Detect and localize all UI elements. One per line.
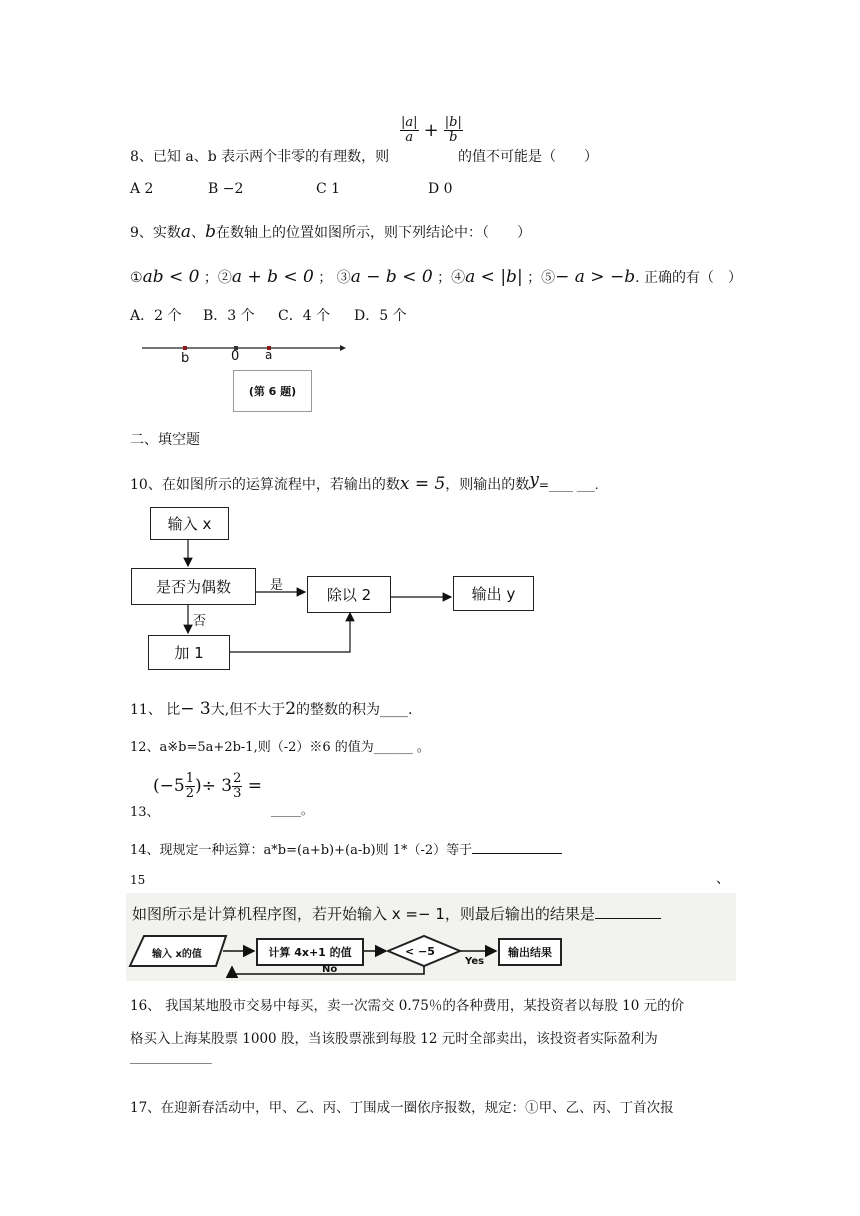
q16-line2: 格买入上海某股票 1000 股，当该股票涨到每股 12 元时全部卖出，该投资者实际盈利为 xyxy=(130,1031,658,1047)
fraction-abs-b-over-b: $\frac{|b|}{b}$ xyxy=(444,115,462,145)
q9-option-a: A．2 个 xyxy=(130,308,182,324)
q15-label: 15 xyxy=(130,873,146,887)
q14-answer-blank xyxy=(472,853,562,854)
flow-add-box: 加 1 xyxy=(148,635,230,670)
q15-panel-text: 如图所示是计算机程序图，若开始输入 x =− 1，则最后输出的结果是 xyxy=(132,903,661,924)
q13-label: 13、 xyxy=(130,805,160,820)
p-no-label: No xyxy=(322,964,338,975)
q17-line1: 17、在迎新春活动中，甲、乙、丙、丁围成一圈依序报数，规定：①甲、乙、丙、丁首次报 xyxy=(130,1100,674,1116)
flow-decision-box: 是否为偶数 xyxy=(131,568,256,605)
q16-answer-blank xyxy=(130,1063,212,1064)
q8-option-c: C 1 xyxy=(316,181,341,197)
p-cond-label: < −5 xyxy=(405,945,435,958)
axis-label-zero: 0 xyxy=(231,349,240,364)
q9-option-b: B．3 个 xyxy=(203,308,255,324)
flow-output-box: 输出 y xyxy=(453,576,534,611)
q8-option-b: B −2 xyxy=(208,181,244,197)
q9-conclusions: ①ab < 0 ；②a + b < 0 ； ③a − b < 0 ；④a < |b| ；⑤− a > −b. 正确的有（ ） xyxy=(130,267,742,287)
q15-mark: 、 xyxy=(716,871,730,887)
q8-stem: 8、已知 a、b 表示两个非零的有理数，则 xyxy=(130,149,390,165)
q15-answer-blank xyxy=(595,918,661,919)
plus-sign: + xyxy=(423,120,439,141)
section-heading: 二、填空题 xyxy=(130,432,200,448)
q9-option-d: D．5 个 xyxy=(354,308,407,324)
q16-line1: 16、 我国某地股市交易中每买，卖一次需交 0.75％的各种费用，某投资者以每股 10 元的价 xyxy=(130,998,685,1014)
fraction-abs-a-over-a: $\frac{|a|}{a}$ xyxy=(401,115,418,145)
p-output-box: 输出结果 xyxy=(498,938,562,966)
flow-yes-label: 是 xyxy=(270,578,284,593)
axis-label-b: b xyxy=(181,351,190,366)
figure-caption: (第 6 题) xyxy=(248,385,297,398)
flow-input-box: 输入 x xyxy=(150,507,229,540)
p-input-label: 输入 x的值 xyxy=(152,949,202,960)
q8-option-a: A 2 xyxy=(130,181,154,197)
q12-stem: 12、a※b=5a+2b-1,则（-2）※6 的值为______ 。 xyxy=(130,740,430,755)
flow-no-label: 否 xyxy=(193,614,207,629)
q13-answer-blank: _____。 xyxy=(271,803,314,817)
axis-label-a: a xyxy=(265,348,273,362)
flow-divide-box: 除以 2 xyxy=(307,576,391,613)
q13-expression: (−5 $\frac{1}{2}$ )÷ 3 $\frac{2}{3}$ = xyxy=(153,771,263,801)
q10-stem: 10、在如图所示的运算流程中，若输出的数x = 5，则输出的数y=____ ___. xyxy=(130,470,599,494)
q14-stem: 14、现规定一种运算：a*b=(a+b)+(a-b)则 1*（-2）等于 xyxy=(130,839,562,858)
q8-stem-suffix: 的值不可能是（ ） xyxy=(458,149,598,165)
q9-option-c: C．4 个 xyxy=(278,308,331,324)
q8-option-d: D 0 xyxy=(428,181,453,197)
q11-stem: 11、 比− 3大,但不大于2的整数的积为____. xyxy=(130,699,413,719)
q9-stem: 9、实数a、b在数轴上的位置如图所示，则下列结论中：（ ） xyxy=(130,222,531,242)
p-yes-label: Yes xyxy=(465,956,485,967)
p-calc-box: 计算 4x+1 的值 xyxy=(256,938,364,966)
